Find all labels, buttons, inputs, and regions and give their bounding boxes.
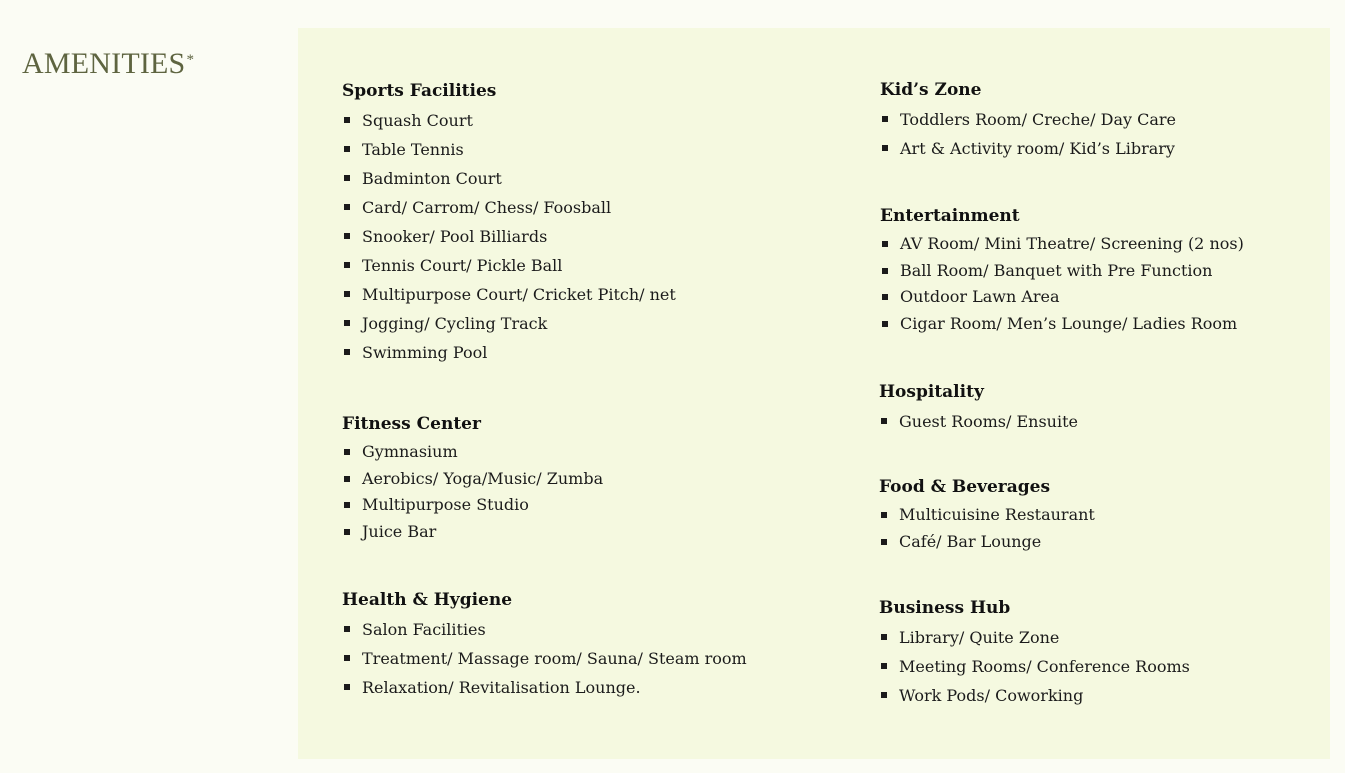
list-item (342, 615, 747, 644)
list-item (342, 222, 676, 251)
square-bullet-icon (882, 321, 888, 327)
list-item (342, 164, 676, 193)
list-item (342, 644, 747, 673)
item-list (880, 231, 1244, 337)
list-item-label: Relaxation/ Revitalisation Lounge. (362, 678, 641, 697)
list-item (342, 135, 676, 164)
square-bullet-icon (344, 204, 350, 210)
square-bullet-icon (882, 268, 888, 274)
square-bullet-icon (344, 476, 350, 482)
square-bullet-icon (344, 529, 350, 535)
list-item-label: Treatment/ Massage room/ Sauna/ Steam room (362, 649, 747, 668)
square-bullet-icon (881, 539, 887, 545)
list-item-label: Juice Bar (362, 521, 437, 541)
item-list (880, 105, 1176, 163)
square-bullet-icon (344, 291, 350, 297)
section-fitness-center (342, 413, 603, 545)
section-heading: Hospitality (879, 382, 984, 402)
square-bullet-icon (882, 145, 888, 151)
list-item (342, 673, 747, 702)
list-item (342, 280, 676, 309)
square-bullet-icon (881, 634, 887, 640)
section-kids-zone (880, 79, 1176, 163)
list-item (880, 134, 1176, 163)
square-bullet-icon (881, 692, 887, 698)
section-food-beverages (879, 476, 1095, 555)
square-bullet-icon (344, 146, 350, 152)
section-sports-facilities (342, 80, 676, 367)
list-item-label: Multipurpose Studio (362, 495, 529, 514)
list-item (879, 652, 1190, 681)
page-title (22, 46, 194, 82)
item-list (879, 407, 1078, 436)
square-bullet-icon (881, 418, 887, 424)
list-item-label: Table Tennis (362, 140, 464, 159)
section-heading: Fitness Center (342, 414, 481, 434)
list-item-label: Badminton Court (362, 169, 502, 188)
square-bullet-icon (344, 117, 350, 123)
list-item-label: Tennis Court/ Pickle Ball (362, 256, 563, 275)
square-bullet-icon (344, 233, 350, 239)
list-item-label: Work Pods/ Coworking (899, 686, 1084, 705)
square-bullet-icon (344, 449, 350, 455)
list-item (342, 251, 676, 280)
list-item-label: Guest Rooms/ Ensuite (899, 412, 1078, 431)
square-bullet-icon (344, 502, 350, 508)
list-item (879, 502, 1095, 529)
list-item-label: Swimming Pool (362, 343, 488, 362)
list-item (880, 311, 1244, 338)
list-item-label: Art & Activity room/ Kid’s Library (900, 139, 1175, 158)
list-item-label: Library/ Quite Zone (899, 628, 1060, 647)
list-item-label: Ball Room/ Banquet with Pre Function (900, 260, 1213, 280)
list-item-label: Jogging/ Cycling Track (362, 314, 548, 333)
item-list (879, 502, 1095, 555)
list-item (879, 681, 1190, 710)
section-heading: Kid’s Zone (880, 80, 982, 100)
square-bullet-icon (882, 116, 888, 122)
item-list (342, 615, 747, 702)
section-heading: Food & Beverages (879, 477, 1051, 497)
list-item-label: Aerobics/ Yoga/Music/ Zumba (362, 468, 604, 488)
square-bullet-icon (344, 320, 350, 326)
list-item (880, 231, 1244, 258)
list-item (879, 623, 1190, 652)
item-list (342, 106, 676, 367)
list-item-label: Café/ Bar Lounge (899, 531, 1042, 551)
list-item (879, 529, 1095, 556)
page-title-text: AMENITIES (22, 47, 186, 80)
list-item-label: Toddlers Room/ Creche/ Day Care (900, 110, 1176, 129)
item-list (879, 623, 1190, 710)
list-item (880, 258, 1244, 285)
list-item (880, 284, 1244, 311)
square-bullet-icon (882, 241, 888, 247)
list-item-label: Salon Facilities (362, 620, 486, 639)
section-heading: Health & Hygiene (342, 590, 513, 610)
list-item (342, 309, 676, 338)
list-item-label: AV Room/ Mini Theatre/ Screening (2 nos) (900, 234, 1244, 253)
list-item-label: Squash Court (362, 111, 473, 130)
square-bullet-icon (881, 663, 887, 669)
list-item (879, 407, 1078, 436)
section-heading: Business Hub (879, 598, 1011, 618)
list-item (342, 439, 603, 466)
list-item (342, 106, 676, 135)
section-heading: Sports Facilities (342, 81, 497, 101)
list-item (342, 492, 603, 519)
item-list (342, 439, 603, 545)
section-heading: Entertainment (880, 206, 1020, 226)
square-bullet-icon (344, 684, 350, 690)
list-item (342, 193, 676, 222)
list-item-label: Card/ Carrom/ Chess/ Foosball (362, 198, 612, 217)
square-bullet-icon (344, 262, 350, 268)
list-item-label: Multipurpose Court/ Cricket Pitch/ net (362, 285, 676, 304)
section-entertainment (880, 205, 1244, 337)
amenities-panel (298, 28, 1330, 759)
list-item-label: Snooker/ Pool Billiards (362, 227, 548, 246)
square-bullet-icon (344, 626, 350, 632)
square-bullet-icon (344, 175, 350, 181)
square-bullet-icon (882, 294, 888, 300)
list-item-label: Multicuisine Restaurant (899, 505, 1095, 524)
square-bullet-icon (881, 512, 887, 518)
section-business-hub (879, 597, 1190, 710)
list-item (342, 519, 603, 546)
page-title-asterisk: * (186, 52, 195, 68)
square-bullet-icon (344, 349, 350, 355)
list-item-label: Outdoor Lawn Area (900, 287, 1060, 306)
list-item (342, 466, 603, 493)
list-item-label: Gymnasium (362, 442, 458, 461)
section-health-hygiene (342, 589, 747, 702)
list-item-label: Cigar Room/ Men’s Lounge/ Ladies Room (900, 313, 1238, 333)
square-bullet-icon (344, 655, 350, 661)
list-item-label: Meeting Rooms/ Conference Rooms (899, 657, 1190, 676)
list-item (880, 105, 1176, 134)
list-item (342, 338, 676, 367)
section-hospitality (879, 381, 1078, 436)
